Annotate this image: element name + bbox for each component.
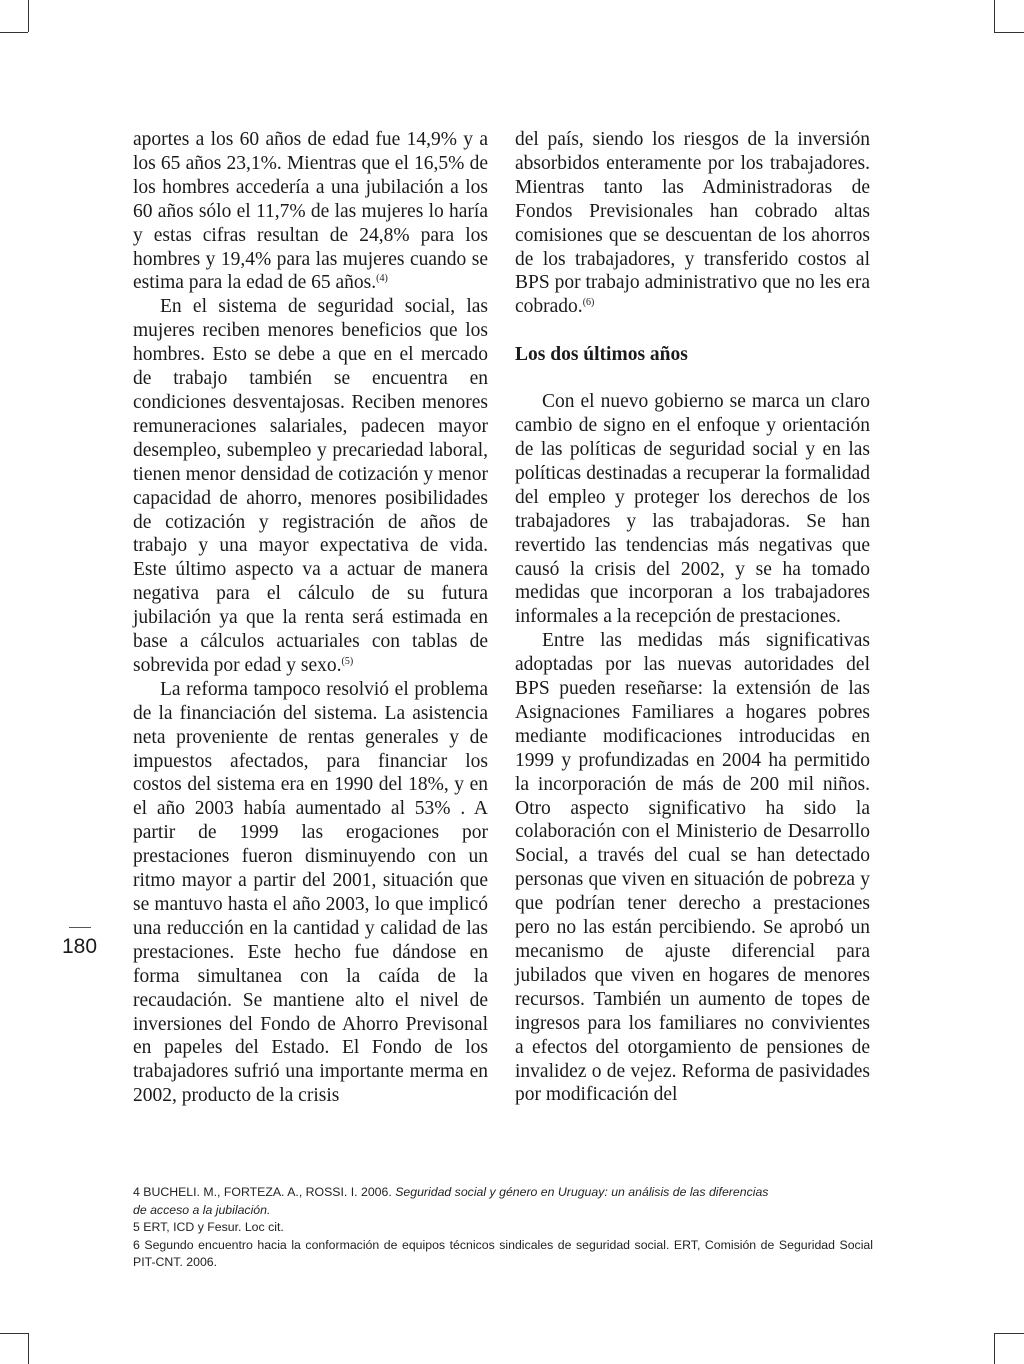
crop-mark [28,1333,29,1364]
footnote-ref: (5) [341,655,354,667]
footnote-6: 6 Segundo encuentro hacia la conformación de equipos técnicos sindicales de seguridad social. ERT, Comisión de Seguridad Social PIT-CNT. 2006. [133,1237,873,1270]
footnote-5: 5 ERT, ICD y Fesur. Loc cit. [133,1220,284,1235]
section-heading: Los dos últimos años [515,344,688,366]
crop-mark [0,1333,28,1334]
crop-mark [994,1333,995,1364]
paragraph: Con el nuevo gobierno se marca un claro cambio de signo en el enfoque y orientación de las políticas de seguridad social y en las políticas destinadas a recuperar la formalidad del empleo y proteger los derechos de los trabajadores y las trabajadoras. Se han revertido las tendencias más negativas que causó la crisis del 2002, y se ha tomado medidas que incorporan a los trabajadores informales a la recepción de prestaciones. [515,391,870,628]
footnote-ref: (6) [582,297,595,309]
paragraph [515,128,870,319]
footnote-4 [133,1184,873,1202]
footnote-4-lead: 4 BUCHELI. M., FORTEZA. A., ROSSI. I. 2006. [133,1185,392,1199]
paragraph-text: del país, siendo los riesgos de la inversión absorbidos enteramente por los trabajadores. Mientras tanto las Administradoras de Fondos Previsionales han cobrado altas comisiones que se descuentan de los ahorros de los trabajadores, y transferido costos al BPS por trabajo administrativo que no les era cobrado. [515,129,870,318]
paragraph: Entre las medidas más significativas adoptadas por las nuevas autoridades del BPS pueden reseñarse: la extensión de las Asignaciones Familiares a hogares pobres mediante modificaciones introducidas en 1999 y profundizadas en 2004 ha permitido la incorporación de más de 200 mil niños. Otro aspecto significativo ha sido la colaboración con el Ministerio de Desarrollo Social, a través del cual se han detectado personas que viven en situación de pobreza y que podrían tener derecho a prestaciones pero no las están percibiendo. Se aprobó un mecanismo de ajuste diferencial para jubilados que viven en hogares de menores recursos. También un aumento de topes de ingresos para los familiares no convivientes a efectos del otorgamiento de pensiones de invalidez o de vejez. Reforma de pasividades por modificación del [515,630,870,1106]
footnote-4-title-cont: de acceso a la jubilación. [133,1202,271,1217]
paragraph [133,295,488,678]
right-column [515,128,870,1107]
crop-mark [994,0,995,32]
footnote-ref: (4) [376,273,388,285]
footnote-4-title: Seguridad social y género en Uruguay: un análisis de las diferencias [395,1185,769,1199]
paragraph: La reforma tampoco resolvió el problema de la financiación del sistema. La asistencia neta proveniente de rentas generales y de impuestos afectados, para financiar los costos del sistema era en 1990 del 18%, y en el año 2003 había aumentado al 53% . A partir de 1999 las erogaciones por prestaciones fueron disminuyendo con un ritmo mayor a partir del 2001, situación que se mantuvo hasta el año 2003, lo que implicó una reducción en la cantidad y calidad de las prestaciones. Este hecho fue dándose en forma simultanea con la caída de la recaudación. Se mantiene alto el nivel de inversiones del Fondo de Ahorro Previsonal en papeles del Estado. El Fondo de los trabajadores sufrió una importante merma en 2002, producto de la crisis [133,678,488,1107]
crop-mark [994,1333,1024,1334]
crop-mark [28,0,29,32]
page-number: 180 [62,935,98,958]
footnotes [133,1184,873,1272]
left-column [133,128,488,1108]
paragraph-text: aportes a los 60 años de edad fue 14,9% y a los 65 años 23,1%. Mientras que el 16,5% de los hombres accedería a una jubilación a los 60 años sólo el 11,7% de las mujeres lo haría y estas cifras resultan de 24,8% para los hombres y 19,4% para las mujeres cuando se estima para la edad de 65 años. [133,129,488,294]
paragraph [133,128,488,295]
crop-mark [994,32,1024,33]
paragraph-text: En el sistema de seguridad social, las mujeres reciben menores beneficios que los hombres. Esto se debe a que en el mercado de trabajo también se encuentra en condiciones desventajosas. Reciben menores remuneraciones salariales, padecen mayor desempleo, subempleo y precariedad laboral, tienen menor densidad de cotización y menor capacidad de ahorro, menores posibilidades de cotización y registración de años de trabajo y una mayor expectativa de vida. Este último aspecto va a actuar de manera negativa para el cálculo de su futura jubilación ya que la renta será estimada en base a cálculos actuariales con tablas de sobrevida por edad y sexo. [133,296,488,676]
page-number-rule [69,927,91,928]
crop-mark [0,32,28,33]
footnote-4-cont [133,1202,873,1220]
